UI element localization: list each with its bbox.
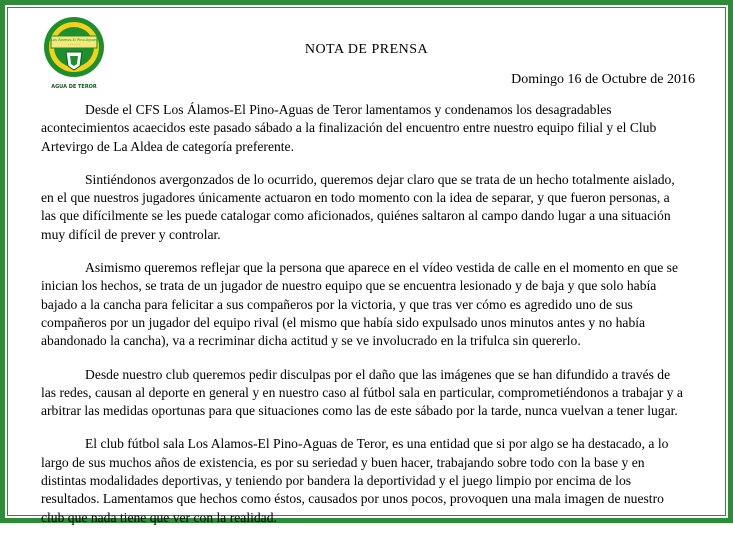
paragraph-line: Desde el CFS Los Álamos-El Pino-Aguas de Teror lamentamos y condenamos los desagradables: [85, 102, 612, 117]
paragraph-line: Sintiéndonos avergonzados de lo ocurrido, queremos dejar claro que se trata de un hecho totalmente aislado,: [85, 171, 675, 187]
paragraph-line: Asimismo queremos reflejar que la persona que aparece en el vídeo vestida de calle en el momento en que se: [85, 260, 678, 276]
paragraph-4: [41, 366, 695, 421]
paragraph-line: bajado a la cancha para felicitar a sus compañeros por la victoria, y que tras ver cómo es agredido uno de sus: [41, 296, 633, 312]
paragraph-line: abandonado la cancha), va a recriminar dicha actitud y se ve involucrado en la trifulca sin quererlo.: [41, 333, 581, 349]
svg-text:AGUA DE TEROR: AGUA DE TEROR: [51, 84, 97, 90]
svg-text:Los Álamos-El Pino-Aguas: Los Álamos-El Pino-Aguas: [50, 38, 98, 42]
paragraph-line: muy difícil de prever y controlar.: [41, 226, 221, 242]
press-release-body: [41, 101, 695, 542]
paragraph-line: acontecimientos acaecidos este pasado sábado a la finalización del encuentro entre nuestro equipo filial y el Club: [41, 120, 657, 136]
paragraph-line: arbitrar las medidas oportunas para que situaciones como las de este sábado por la tarde, nunca vuelvan a tener lugar.: [41, 403, 678, 419]
paragraph-1: [41, 101, 695, 156]
document-title: NOTA DE PRENSA: [304, 42, 429, 57]
paragraph-line: distintas modalidades deportivas, y teniendo por bandera la deportividad y el juego limpio por encima de los: [41, 473, 632, 489]
paragraph-line: Artevirgo de La Aldea de categoría preferente.: [41, 138, 294, 154]
paragraph-line: compañeros por un jugador del equipo rival (el mismo que había sido expulsado unos minutos antes y no había: [41, 314, 646, 330]
paragraph-line: inician los hechos, se trata de un jugador de nuestro equipo que se encuentra lesionado y de baja y que solo había: [41, 278, 657, 294]
paragraph-line: El club fútbol sala Los Alamos-El Pino-Aguas de Teror, es una entidad que si por algo se ha destacado, a lo: [85, 436, 669, 452]
paragraph-line: las redes, causan al deporte en general y en nuestro caso al fútbol sala en particular, comprometiéndonos a trabajar y a: [41, 384, 683, 400]
paragraph-3: [41, 259, 695, 350]
paragraph-line: las que difícilmente se les puede catalogar como aficionados, quiénes saltaron al campo dando lugar a una situación: [41, 208, 671, 224]
paragraph-line: largo de sus muchos años de existencia, es por su seriedad y buen hacer, trabajando sobre todo con la base y en: [41, 454, 645, 470]
paragraph-line: en el que nuestros jugadores únicamente actuaron en todo momento con la idea de separar, y que fueron personas, a: [41, 190, 670, 206]
document-date: Domingo 16 de Octubre de 2016: [511, 72, 695, 87]
paragraph-5: [41, 435, 695, 526]
paragraph-2: [41, 171, 695, 244]
paragraph-line: club que nada tiene que ver con la realidad.: [41, 509, 277, 525]
paragraph-line: Desde nuestro club queremos pedir disculpas por el daño que las imágenes que se han difundido a través de: [85, 366, 671, 382]
paragraph-line: resultados. Lamentamos que hechos como éstos, causados por unos pocos, provoquen una mala imagen de nuestro: [41, 491, 664, 507]
svg-text:· · · · · ·: · · · · · ·: [67, 43, 81, 47]
